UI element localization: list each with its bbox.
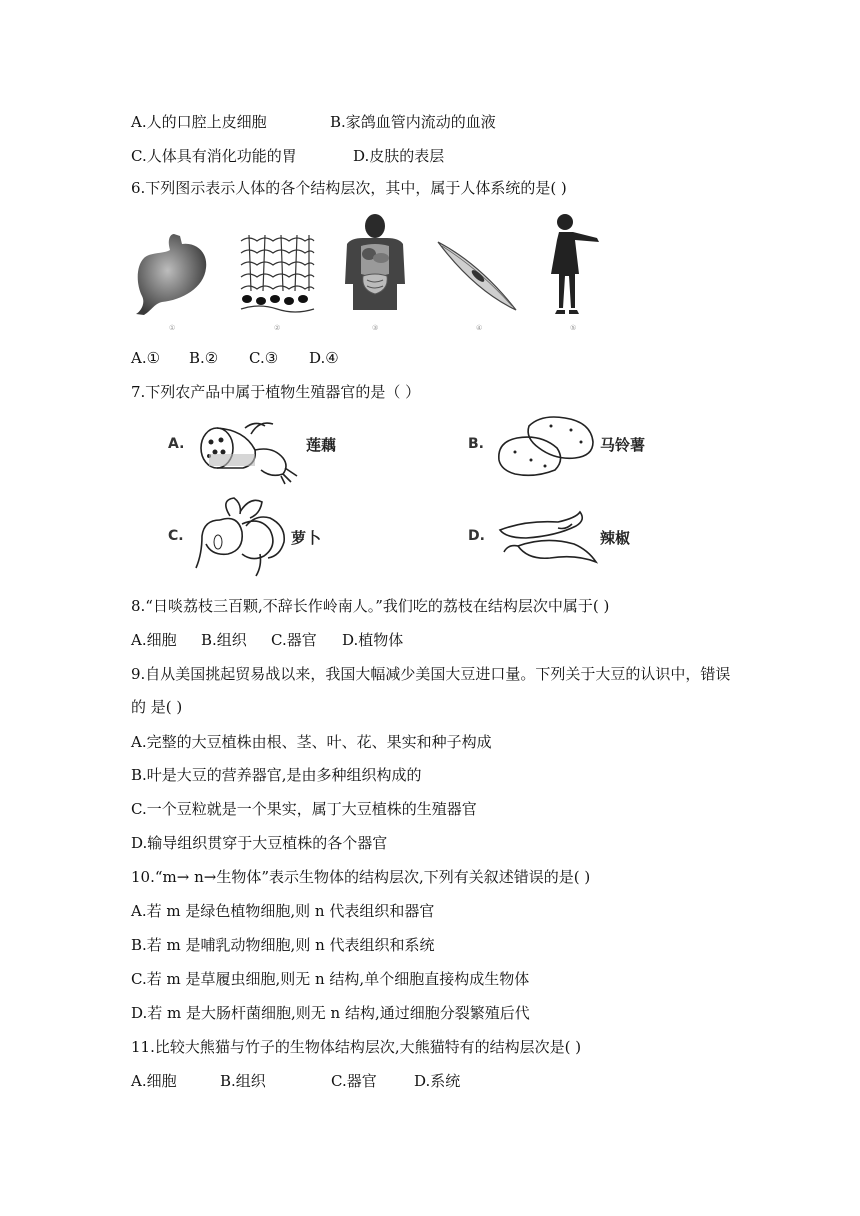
q10-option-d: D.若 m 是大肠杆菌细胞,则无 n 结构,通过细胞分裂繁殖后代 — [131, 1004, 530, 1022]
q9-option-a: A.完整的大豆植株由根、茎、叶、花、果实和种子构成 — [131, 733, 492, 751]
q10-option-c: C.若 m 是草履虫细胞,则无 n 结构,单个细胞直接构成生物体 — [131, 970, 530, 988]
lotus-root-figure — [195, 416, 305, 486]
caption-3: ③ — [372, 324, 379, 332]
stomach-figure — [134, 232, 210, 316]
q6-option-a: A.① — [131, 349, 161, 367]
q7-label-b: 马铃薯 — [600, 436, 646, 454]
caption-1: ① — [169, 324, 176, 332]
q8-option-d: D.植物体 — [342, 631, 404, 649]
caption-4: ④ — [476, 324, 483, 332]
q5-option-d: D.皮肤的表层 — [353, 147, 445, 165]
caption-5: ⑤ — [570, 324, 577, 332]
q11-stem: 11.比较大熊猫与竹子的生物体结构层次,大熊猫特有的结构层次是( ) — [131, 1038, 582, 1056]
q10-stem: 10.“m→ n→生物体”表示生物体的结构层次,下列有关叙述错误的是( ) — [131, 868, 591, 886]
q7-label-a: 莲藕 — [306, 436, 337, 454]
q11-option-b: B.组织 — [220, 1072, 266, 1090]
q9-stem-line1: 9.自从美国挑起贸易战以来，我国大幅减少美国大豆进口量。下列关于大豆的认识中，错误 — [131, 665, 731, 683]
q5-option-b: B.家鸽血管内流动的血液 — [330, 113, 496, 131]
q5-option-a: A.人的口腔上皮细胞 — [131, 113, 267, 131]
q7-letter-b: B. — [468, 436, 484, 452]
human-system-figure — [343, 214, 407, 314]
chili-figure — [496, 508, 598, 564]
q6-stem: 6.下列图示表示人体的各个结构层次，其中，属于人体系统的是( ) — [131, 179, 567, 197]
caption-2: ② — [274, 324, 281, 332]
potato-figure — [495, 412, 597, 478]
q7-label-d: 辣椒 — [600, 529, 631, 547]
q9-option-c: C.一个豆粒就是一个果实，属丁大豆植株的生殖器官 — [131, 800, 477, 818]
q8-option-a: A.细胞 — [131, 631, 177, 649]
q7-letter-a: A. — [168, 436, 185, 452]
q5-option-c: C.人体具有消化功能的胃 — [131, 147, 297, 165]
q7-label-c: 萝卜 — [291, 529, 322, 547]
q7-stem: 7.下列农产品中属于植物生殖器官的是（ ） — [131, 383, 421, 401]
q9-option-d: D.输导组织贯穿于大豆植株的各个器官 — [131, 834, 388, 852]
q11-option-d: D.系统 — [414, 1072, 461, 1090]
human-body-figure — [549, 212, 605, 316]
q6-option-b: B.② — [189, 349, 219, 367]
q7-letter-c: C. — [168, 528, 184, 544]
q6-option-d: D.④ — [309, 349, 339, 367]
q10-option-b: B.若 m 是哺乳动物细胞,则 n 代表组织和系统 — [131, 936, 435, 954]
q11-option-c: C.器官 — [331, 1072, 377, 1090]
q11-option-a: A.细胞 — [131, 1072, 177, 1090]
q6-option-c: C.③ — [249, 349, 279, 367]
q8-stem: 8.“日啖荔枝三百颗,不辞长作岭南人。”我们吃的荔枝在结构层次中属于( ) — [131, 597, 610, 615]
q9-option-b: B.叶是大豆的营养器官,是由多种组织构成的 — [131, 766, 422, 784]
q7-letter-d: D. — [468, 528, 485, 544]
q8-option-c: C.器官 — [271, 631, 317, 649]
q9-stem-line2: 的 是( ) — [131, 698, 183, 716]
muscle-cell-figure — [434, 238, 520, 314]
tissue-figure — [239, 233, 315, 315]
q8-option-b: B.组织 — [201, 631, 247, 649]
radish-figure — [190, 496, 290, 578]
q10-option-a: A.若 m 是绿色植物细胞,则 n 代表组织和器官 — [131, 902, 435, 920]
